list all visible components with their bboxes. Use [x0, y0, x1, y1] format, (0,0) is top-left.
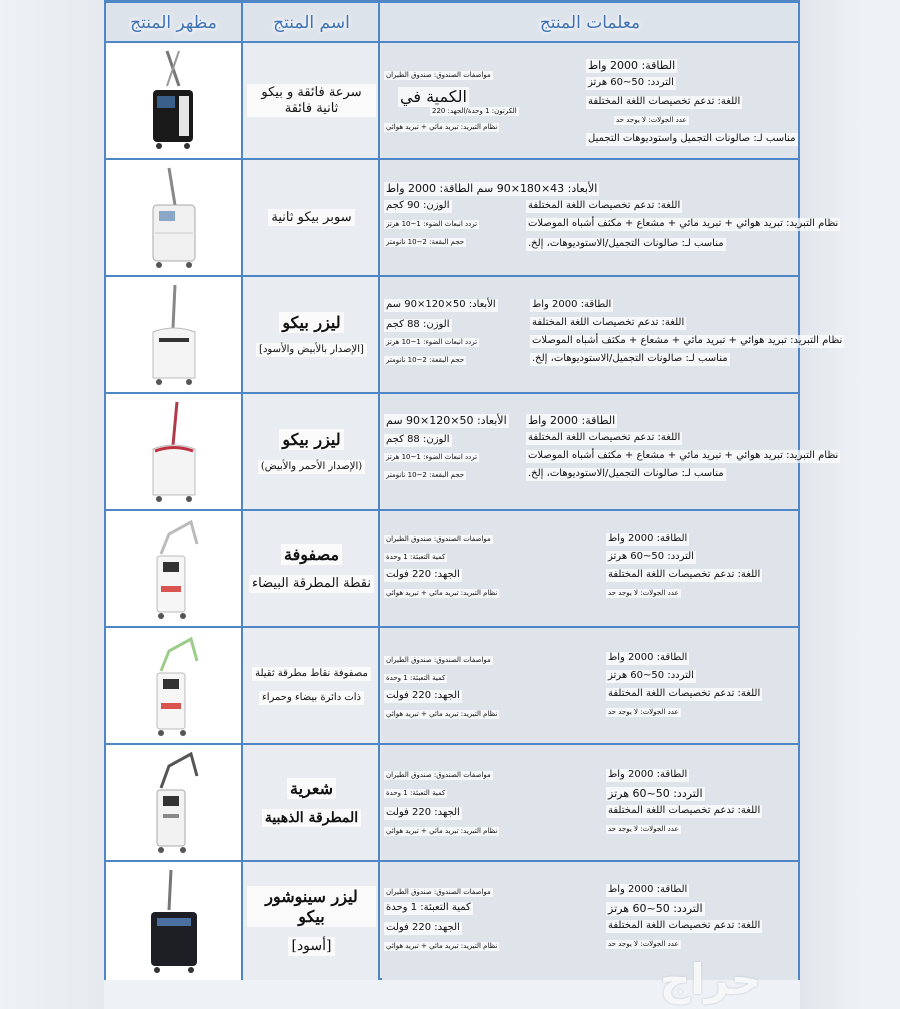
product-variant: نقطة المطرقة البيضاء	[249, 575, 374, 593]
header-product-name: اسم المنتج	[273, 13, 350, 33]
param-packing: كمية التعبئة: 1 وحدة	[386, 674, 446, 682]
param-frequency: التردد: 50~60 هرتز	[608, 787, 703, 800]
param-frequency: التردد: 50~60 هرتز	[608, 670, 694, 681]
param-weight: الوزن: 88 كجم	[386, 319, 450, 330]
table-row	[106, 628, 798, 745]
product-params-cell	[382, 160, 839, 275]
param-cooling: نظام التبريد: تبريد مائي + تبريد هوائي	[386, 589, 498, 597]
param-rounds: عدد الجولات: لا يوجد حد	[608, 825, 679, 833]
param-language: اللغة: تدعم تخصيصات اللغة المختلفة	[608, 569, 761, 580]
param-packing: كمية التعبئة: 1 وحدة	[386, 789, 446, 797]
product-table	[104, 0, 843, 980]
co2-laser-arm-machine-icon	[139, 631, 209, 741]
product-name: شعرية	[287, 778, 336, 799]
param-voltage: الجهد: 220 فولت	[386, 807, 460, 818]
param-rounds: عدد الجولات: لا يوجد حد	[616, 116, 687, 124]
product-name: سوبر بيكو ثانية	[268, 209, 354, 227]
table-header	[106, 3, 798, 43]
product-variant: [أسود]	[288, 937, 334, 956]
product-params-cell	[382, 394, 839, 509]
product-image-cell	[106, 277, 241, 392]
product-name: ليزر بيكو	[279, 312, 343, 333]
product-name: ليزر بيكو	[279, 429, 343, 450]
product-image-cell	[106, 628, 241, 743]
param-frequency: التردد: 50~60 هرتز	[588, 77, 674, 88]
product-image-cell	[106, 394, 241, 509]
product-name: ليزر سينوشور بيكو	[247, 886, 376, 926]
product-name-cell	[243, 862, 380, 980]
param-voltage: الجهد: 220 فولت	[386, 922, 460, 933]
product-variant: المطرقة الذهبية	[262, 809, 361, 828]
table-row	[106, 160, 839, 277]
laser-machine-black-icon	[139, 46, 209, 156]
param-language: اللغة: تدعم تخصيصات اللغة المختلفة	[532, 317, 685, 328]
product-image-cell	[106, 160, 241, 275]
param-box: مواصفات الصندوق: صندوق الطيران	[386, 656, 491, 664]
param-language: اللغة: تدعم تخصيصات اللغة المختلفة	[608, 920, 761, 931]
param-dimensions-power: الأبعاد: 43×180×90 سم الطاقة: 2000 واط	[386, 182, 598, 195]
param-packing: كمية التعبئة: 1 وحدة	[386, 902, 471, 913]
table-row	[106, 511, 798, 628]
product-image-cell	[106, 43, 241, 158]
param-cooling: نظام التبريد: تبريد مائي + تبريد هوائي	[386, 942, 498, 950]
param-voltage: الجهد: 220 فولت	[386, 690, 460, 701]
table-row	[106, 394, 839, 511]
param-cooling: نظام التبريد: تبريد هوائي + تبريد مائي + مشعاع + مكثف أشباه الموصلات	[528, 450, 839, 461]
param-cooling: نظام التبريد: تبريد مائي + تبريد هوائي	[386, 123, 498, 131]
table-row	[106, 745, 798, 862]
param-rounds: عدد الجولات: لا يوجد حد	[608, 708, 679, 716]
product-name-cell	[243, 277, 380, 392]
product-name: مصفوفة نقاط مطرقة ثقيلة	[252, 667, 371, 681]
column-divider	[378, 3, 380, 980]
table-row	[106, 43, 798, 160]
laser-machine-white-icon	[139, 280, 209, 390]
param-language: اللغة: تدعم تخصيصات اللغة المختلفة	[528, 200, 681, 211]
param-language: اللغة: تدعم تخصيصات اللغة المختلفة	[528, 432, 681, 443]
param-spot-size: حجم البقعة: 2~10 نانومتر	[386, 471, 465, 479]
param-frequency: التردد: 50~60 هرتز	[608, 902, 703, 915]
param-rounds: عدد الجولات: لا يوجد حد	[608, 589, 679, 597]
param-power: الطاقة: 2000 واط	[608, 884, 688, 895]
param-cooling: نظام التبريد: تبريد مائي + تبريد هوائي	[386, 710, 498, 718]
product-name: سرعة فائقة و بيكو ثانية فائقة	[247, 84, 376, 117]
param-spot-size: حجم البقعة: 2~10 نانومتر	[386, 356, 465, 364]
param-language: اللغة: تدعم تخصيصات اللغة المختلفة	[608, 805, 761, 816]
param-quantity: الكمية في	[400, 87, 467, 106]
param-box: مواصفات الصندوق: صندوق الطيران	[386, 771, 491, 779]
param-weight: الوزن: 88 كجم	[386, 434, 450, 445]
param-cooling: نظام التبريد: تبريد مائي + تبريد هوائي	[386, 827, 498, 835]
product-image-cell	[106, 862, 241, 980]
laser-machine-black-icon	[139, 866, 209, 976]
param-spot-size: حجم البقعة: 2~10 نانومتر	[386, 238, 465, 246]
product-name-cell	[243, 511, 380, 626]
param-language: اللغة: تدعم تخصيصات اللغة المختلفة	[608, 688, 761, 699]
param-frequency: التردد: 50~60 هرتز	[608, 551, 694, 562]
param-pulse-frequency: تردد انبعاث الضوء: 1~10 هرتز	[386, 338, 478, 346]
product-image-cell	[106, 745, 241, 860]
param-weight: الوزن: 90 كجم	[386, 200, 450, 211]
product-name-cell	[243, 745, 380, 860]
param-suitable: مناسب لـ: صالونات التجميل/الاستوديوهات، إلخ.	[528, 238, 724, 249]
product-name-cell	[243, 160, 380, 275]
param-suitable: مناسب لـ: صالونات التجميل واستوديوهات التجميل	[588, 133, 796, 144]
header-product-params: معلمات المنتج	[539, 13, 641, 33]
param-power: الطاقة: 2000 واط	[608, 652, 688, 663]
co2-laser-arm-machine-icon	[139, 748, 209, 858]
product-image-cell	[106, 511, 241, 626]
param-rounds: عدد الجولات: لا يوجد حد	[608, 940, 679, 948]
product-name: مصفوفة	[281, 544, 342, 565]
param-packing: كمية التعبئة: 1 وحدة	[386, 553, 446, 561]
product-name-cell	[243, 394, 380, 509]
product-params-cell	[382, 43, 798, 158]
product-variant: [الإصدار بالأبيض والأسود]	[256, 343, 367, 357]
column-divider	[241, 3, 243, 980]
co2-laser-arm-machine-icon	[139, 514, 209, 624]
product-variant: (الإصدار الأحمر والأبيض)	[258, 460, 365, 474]
product-params-cell	[382, 511, 798, 626]
product-name-cell	[243, 628, 380, 743]
param-power: الطاقة: 2000 واط	[588, 59, 676, 72]
param-suitable: مناسب لـ: صالونات التجميل/الاستوديوهات، إلخ.	[532, 353, 728, 364]
header-product-image: مظهر المنتج	[130, 13, 217, 33]
laser-machine-white-icon	[139, 163, 209, 273]
param-box: مواصفات الصندوق: صندوق الطيران	[386, 888, 491, 896]
param-voltage: الجهد: 220 فولت	[386, 569, 460, 580]
right-background	[800, 0, 900, 1009]
param-power: الطاقة: 2000 واط	[608, 769, 688, 780]
param-power: الطاقة: 2000 واط	[532, 299, 612, 310]
param-pulse-frequency: تردد انبعاث الضوء: 1~10 هرتز	[386, 220, 478, 228]
param-box: مواصفات الصندوق: صندوق الطيران	[386, 535, 491, 543]
param-cooling: نظام التبريد: تبريد هوائي + تبريد مائي + مشعاع + مكثف أشباه الموصلات	[532, 335, 843, 346]
param-box: مواصفات الصندوق: صندوق الطيران	[386, 71, 491, 79]
product-params-cell	[382, 628, 798, 743]
table-row	[106, 277, 843, 394]
param-power: الطاقة: 2000 واط	[528, 414, 616, 427]
param-pulse-frequency: تردد انبعاث الضوء: 1~10 هرتز	[386, 453, 478, 461]
param-dimensions: الأبعاد: 50×120×90 سم	[386, 414, 507, 427]
param-carton: الكرتون: 1 وحدة/الجهد: 220	[432, 107, 517, 115]
haraj-watermark-logo: حراج	[660, 955, 762, 1004]
product-params-cell	[382, 277, 843, 392]
product-name-cell	[243, 43, 380, 158]
param-suitable: مناسب لـ: صالونات التجميل/الاستوديوهات، إلخ.	[528, 468, 724, 479]
param-cooling: نظام التبريد: تبريد هوائي + تبريد مائي + مشعاع + مكثف أشباه الموصلات	[528, 218, 839, 229]
param-power: الطاقة: 2000 واط	[608, 533, 688, 544]
param-language: اللغة: تدعم تخصيصات اللغة المختلفة	[588, 96, 741, 107]
left-background	[0, 0, 104, 1009]
param-dimensions: الأبعاد: 50×120×90 سم	[386, 299, 496, 310]
product-variant: ذات دائرة بيضاء وحمراء	[259, 691, 364, 705]
product-params-cell	[382, 745, 798, 860]
laser-machine-red-icon	[139, 397, 209, 507]
